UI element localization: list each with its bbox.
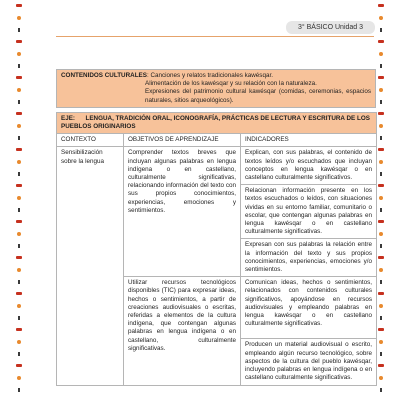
decorative-border-right (378, 0, 384, 400)
border-ornament (378, 256, 384, 259)
column-header-objetivos: OBJETIVOS DE APRENDIZAJE (124, 134, 241, 147)
border-ornament (378, 148, 384, 151)
objetivo-text-2: Utilizar recursos tecnológicos disponibles (TIC) para expresar ideas, hechos o sentimientos, a partir de creaciones audiovisuales o escritas, referidas a elementos de la cultura indígena, que contengan algunas palabras en lengua indígena o en castellano, culturalmente significativas. (128, 279, 236, 352)
border-ornament (379, 52, 383, 56)
border-ornament (18, 28, 20, 32)
indicador-5: Producen un material audiovisual o escrito, empleando algún recurso tecnológico, sobre aspectos de la cultura del pueblo kawésqar, incluyendo palabras en lengua indígena o en castellano culturalmente significativas. (245, 341, 373, 382)
border-ornament (18, 100, 20, 104)
contenidos-culturales-cell (57, 70, 376, 108)
border-ornament (378, 4, 384, 7)
indicador-2: Relacionan información presente en los textos escuchados o leídos, con situaciones vividas en su entorno familiar, comunitario o escolar, que contengan algunas palabras en lengua kawésqar o en castellano culturalmente significativas. (241, 185, 376, 239)
column-header-indicadores: INDICADORES (241, 134, 377, 147)
border-ornament (380, 28, 382, 32)
contenidos-line3: Expresiones del patrimonio cultural kawésqar (comidas, ceremonias, espacios naturales, sitios arqueológicos). (145, 88, 371, 104)
border-ornament (17, 52, 21, 56)
border-ornament (18, 280, 20, 284)
border-ornament (16, 148, 22, 151)
border-ornament (380, 388, 382, 392)
eje-table (56, 112, 377, 386)
column-header-contexto: CONTEXTO (57, 134, 124, 147)
curriculum-document (56, 69, 376, 386)
border-ornament (17, 16, 21, 20)
border-ornament (16, 220, 22, 223)
indicador-1: Explican, con sus palabras, el contenido de textos leídos y/o escuchados que incluyan conceptos en lengua kawésqar o en castellano culturalmente significativos. (241, 147, 376, 185)
objetivo-text-1: Comprender textos breves que incluyan algunas palabras en lengua indígena o en castellano, culturalmente significativas, relacionando información del texto con sus propios conocimientos, experiencias, emociones y sentimientos. (128, 149, 236, 214)
indicador-3: Expresan con sus palabras la relación entre la información del texto y sus propios conocimientos, experiencias, emociones y/o sentimientos. (245, 241, 373, 274)
border-ornament (379, 124, 383, 128)
contenidos-line1: : Canciones y relatos tradicionales kawésqar. (146, 72, 273, 79)
grade-unit-badge: 3° BÁSICO Unidad 3 (286, 21, 375, 34)
border-ornament (379, 268, 383, 272)
border-ornament (379, 340, 383, 344)
border-ornament (378, 220, 384, 223)
border-ornament (378, 364, 384, 367)
border-ornament (17, 124, 21, 128)
border-ornament (380, 352, 382, 356)
contexto-cell (57, 147, 124, 385)
border-ornament (18, 244, 20, 248)
border-ornament (379, 16, 383, 20)
indicador-4: Comunican ideas, hechos o sentimientos, relacionados con contenidos culturales significativos, apoyándose en recursos audiovisuales y empleando palabras en lengua kawésqar o en castellano culturalmente significativas. (241, 277, 376, 339)
indicadores-cell-2 (241, 277, 377, 385)
border-ornament (17, 304, 21, 308)
border-ornament (16, 112, 22, 115)
border-ornament (16, 328, 22, 331)
contenidos-label: CONTENIDOS CULTURALES (61, 72, 147, 79)
border-ornament (18, 352, 20, 356)
border-ornament (18, 316, 20, 320)
border-ornament (16, 256, 22, 259)
eje-text: LENGUA, TRADICIÓN ORAL, ICONOGRAFÍA, PRÁCTICAS DE LECTURA Y ESCRITURA DE LOS PUEBLOS ORIGINARIOS (61, 114, 370, 131)
header-divider (56, 36, 374, 37)
border-ornament (16, 40, 22, 43)
border-ornament (380, 100, 382, 104)
border-ornament (17, 376, 21, 380)
border-ornament (16, 76, 22, 79)
border-ornament (380, 64, 382, 68)
border-ornament (378, 40, 384, 43)
border-ornament (380, 244, 382, 248)
border-ornament (380, 280, 382, 284)
border-ornament (16, 364, 22, 367)
border-ornament (380, 208, 382, 212)
border-ornament (17, 196, 21, 200)
objetivo-cell-1 (124, 147, 241, 277)
contenidos-line2: Alimentación de los kawésqar y su relación con la naturaleza. (145, 80, 317, 88)
border-ornament (379, 232, 383, 236)
border-ornament (18, 64, 20, 68)
border-ornament (17, 340, 21, 344)
contenidos-table (56, 69, 376, 112)
eje-label: EJE: (61, 114, 75, 122)
border-ornament (378, 328, 384, 331)
border-ornament (379, 160, 383, 164)
contexto-text: Sensibilización sobre la lengua (61, 149, 105, 165)
border-ornament (18, 388, 20, 392)
eje-cell (57, 112, 377, 133)
objetivo-cell-2 (124, 277, 241, 385)
border-ornament (16, 4, 22, 7)
border-ornament (379, 304, 383, 308)
border-ornament (18, 208, 20, 212)
border-ornament (380, 136, 382, 140)
border-ornament (380, 316, 382, 320)
border-ornament (16, 184, 22, 187)
border-ornament (378, 112, 384, 115)
border-ornament (379, 88, 383, 92)
border-ornament (16, 292, 22, 295)
border-ornament (17, 232, 21, 236)
border-ornament (18, 136, 20, 140)
border-ornament (380, 172, 382, 176)
border-ornament (18, 172, 20, 176)
indicadores-cell-1 (241, 147, 377, 277)
border-ornament (378, 76, 384, 79)
border-ornament (378, 292, 384, 295)
border-ornament (379, 376, 383, 380)
border-ornament (17, 160, 21, 164)
border-ornament (17, 268, 21, 272)
decorative-border-left (16, 0, 22, 400)
border-ornament (17, 88, 21, 92)
border-ornament (378, 184, 384, 187)
border-ornament (379, 196, 383, 200)
